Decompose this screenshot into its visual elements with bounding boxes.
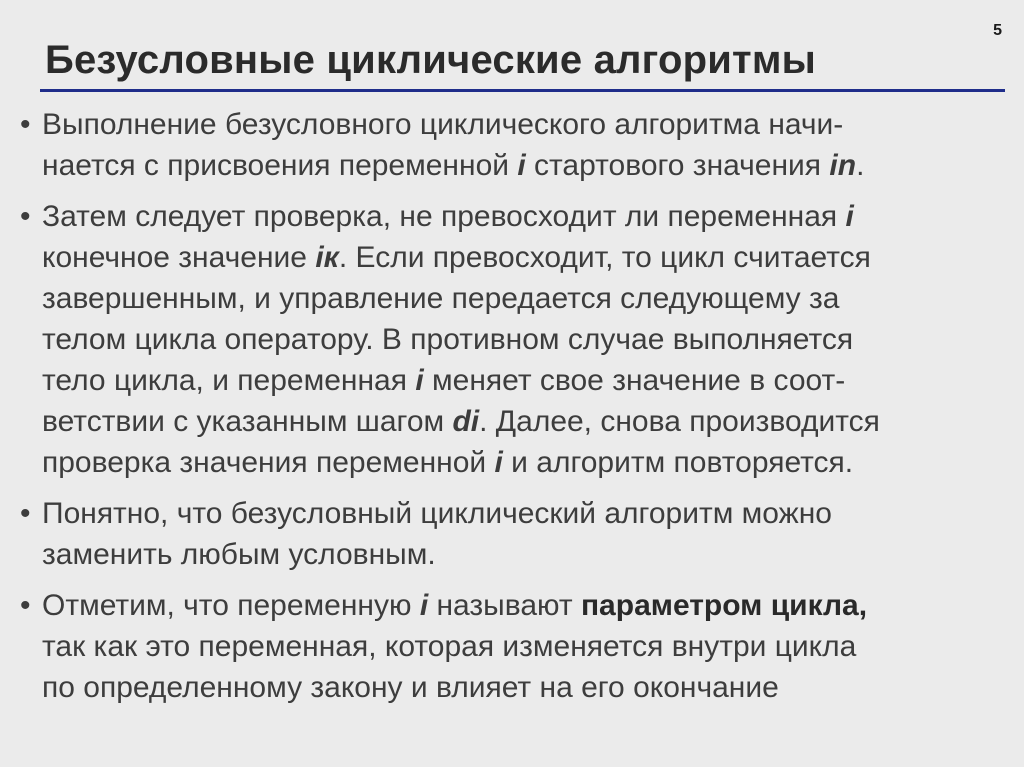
text-line	[42, 319, 1010, 360]
text-run: телом цикла оператору. В противном случае выполняется	[42, 323, 854, 356]
slide-number: 5	[993, 22, 1002, 39]
text-run: Понятно, что безусловный циклический алгоритм можно	[42, 497, 832, 530]
text-run: так как это переменная, которая изменяется внутри цикла	[42, 630, 857, 663]
text-line	[42, 667, 1010, 708]
bullet-dot: •	[20, 497, 31, 530]
text-run: Отметим, что переменную	[42, 589, 420, 622]
text-line	[42, 493, 1010, 534]
bullet-text	[42, 493, 1010, 575]
text-line	[42, 626, 1010, 667]
variable-text: i	[419, 589, 429, 622]
bullet-dot: •	[20, 200, 31, 233]
variable-text: i	[494, 446, 503, 479]
text-run: Выполнение безусловного циклического алгоритма начи-	[42, 108, 844, 141]
text-run: тело цикла, и переменная	[42, 364, 416, 397]
bullet-item	[20, 585, 1010, 708]
text-run: по определенному закону и влияет на его окончание	[42, 671, 779, 704]
variable-text: di	[452, 405, 480, 438]
text-run: конечное значение	[42, 241, 316, 274]
text-run: . Если превосходит, то цикл считается	[338, 241, 871, 274]
bullet-item	[20, 493, 1010, 575]
bullet-text	[42, 104, 1010, 186]
text-run: ветствии с указанным шагом	[42, 405, 453, 438]
slide-content	[20, 104, 1010, 718]
text-run: заменить любым условным.	[42, 538, 436, 571]
text-line	[42, 104, 1010, 145]
text-run: проверка значения переменной	[42, 446, 495, 479]
variable-text: i	[415, 364, 424, 397]
text-line	[42, 145, 1010, 186]
text-line	[42, 237, 1010, 278]
text-run: Затем следует проверка, не превосходит ли переменная	[42, 200, 846, 233]
bullet-dot: •	[20, 108, 31, 141]
title-underline	[40, 89, 1005, 92]
text-line	[42, 196, 1010, 237]
bullet-text	[42, 585, 1010, 708]
term-emphasis: параметром цикла	[580, 589, 859, 622]
variable-text: i	[845, 200, 854, 233]
text-run: ,	[858, 589, 868, 622]
text-line	[42, 401, 1010, 442]
text-run: называют	[428, 589, 581, 622]
text-run: нается с присвоения переменной	[42, 149, 518, 182]
bullet-text	[42, 196, 1010, 483]
bullet-dot: •	[20, 589, 31, 622]
text-run: стартового значения	[525, 149, 830, 182]
slide-title: Безусловные циклические алгоритмы	[45, 38, 816, 82]
text-line	[42, 534, 1010, 575]
bullet-item	[20, 196, 1010, 483]
text-line	[42, 442, 1010, 483]
variable-text: in	[829, 149, 857, 182]
variable-text: iк	[315, 241, 339, 274]
text-run: завершенным, и управление передается следующему за	[42, 282, 840, 315]
bullet-item	[20, 104, 1010, 186]
text-line	[42, 585, 1010, 626]
text-run: меняет свое значение в соот-	[423, 364, 846, 397]
text-line	[42, 278, 1010, 319]
text-run: и алгоритм повторяется.	[502, 446, 854, 479]
text-run: .	[856, 149, 865, 182]
variable-text: i	[517, 149, 526, 182]
text-line	[42, 360, 1010, 401]
text-run: . Далее, снова производится	[479, 405, 880, 438]
